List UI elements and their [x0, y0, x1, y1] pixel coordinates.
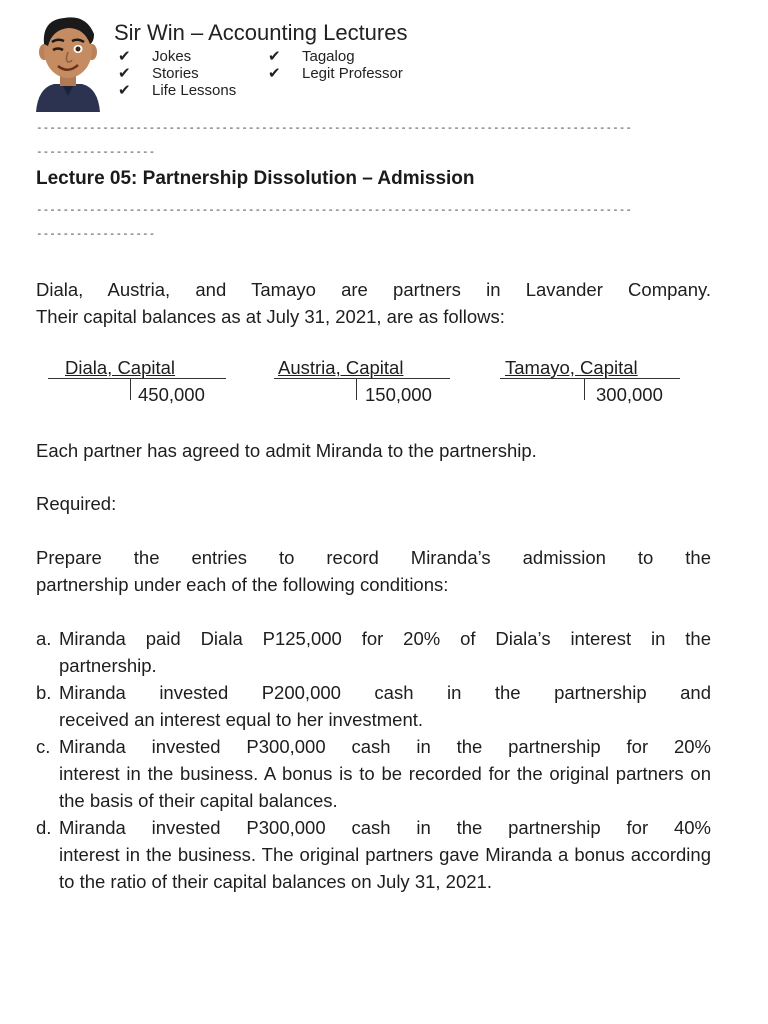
t-account-line	[500, 378, 680, 379]
required-label: Required:	[36, 493, 117, 514]
list-marker: a.	[36, 628, 52, 649]
list-marker: c.	[36, 736, 51, 757]
t-account-line	[48, 378, 226, 379]
dashed-divider-top: ------------------------------------------------------------------------------------------ ------------------	[36, 121, 633, 158]
intro-paragraph: Diala, Austria, and Tamayo are partners in Lavander Company. Their capital balances as at July 31, 2021, are as follows:	[36, 279, 711, 327]
dashed-divider-bottom: ------------------------------------------------------------------------------------------ ------------------	[36, 203, 633, 240]
account-name: Tamayo, Capital	[505, 357, 638, 378]
checklist-item: ✔ Stories	[118, 65, 199, 82]
checklist-column-1	[118, 48, 236, 99]
checklist-column-2	[268, 48, 403, 82]
account-name: Diala, Capital	[65, 357, 176, 378]
checklist-item: ✔ Life Lessons	[118, 82, 237, 99]
checkmark-icon: ✔	[118, 65, 131, 82]
list-marker: b.	[36, 682, 52, 703]
lecture-header	[30, 10, 730, 115]
list-item: d. Miranda invested P300,000 cash in the partnership for 40% interest in the business. The original partners gave Miranda a bonus according to the ratio of their capital balances on July 31, 2021.	[36, 814, 711, 895]
checkmark-icon: ✔	[268, 65, 281, 82]
checkmark-icon: ✔	[118, 82, 131, 99]
t-account-divider	[584, 378, 585, 400]
checklist-item: ✔ Tagalog	[268, 48, 355, 65]
instructions-paragraph: Prepare the entries to record Miranda’s admission to the partnership under each of the following conditions:	[36, 547, 711, 595]
list-item: a. Miranda paid Diala P125,000 for 20% of Diala’s interest in the partnership.	[36, 625, 711, 679]
checkmark-icon: ✔	[268, 48, 281, 65]
header-title: Sir Win – Accounting Lectures	[114, 20, 408, 45]
account-balance: 150,000	[365, 384, 432, 405]
account-balance: 300,000	[596, 384, 663, 405]
list-item: c. Miranda invested P300,000 cash in the partnership for 20% interest in the business. A bonus is to be recorded for the original partners on the basis of their capital balances.	[36, 733, 711, 814]
checklist-item: ✔ Jokes	[118, 48, 192, 65]
checkmark-icon: ✔	[118, 48, 131, 65]
list-item: b. Miranda invested P200,000 cash in the partnership and received an interest equal to her investment.	[36, 679, 711, 733]
t-account-divider	[130, 378, 131, 400]
list-marker: d.	[36, 817, 52, 838]
account-name: Austria, Capital	[278, 357, 404, 378]
checklist-item: ✔ Legit Professor	[268, 65, 403, 82]
t-account-divider	[356, 378, 357, 400]
account-balance: 450,000	[138, 384, 205, 405]
conditions-list	[36, 625, 711, 895]
lecture-title: Lecture 05: Partnership Dissolution – Admission	[36, 168, 475, 189]
t-account-line	[274, 378, 450, 379]
avatar-icon	[32, 12, 104, 112]
admission-statement: Each partner has agreed to admit Miranda to the partnership.	[36, 440, 537, 461]
